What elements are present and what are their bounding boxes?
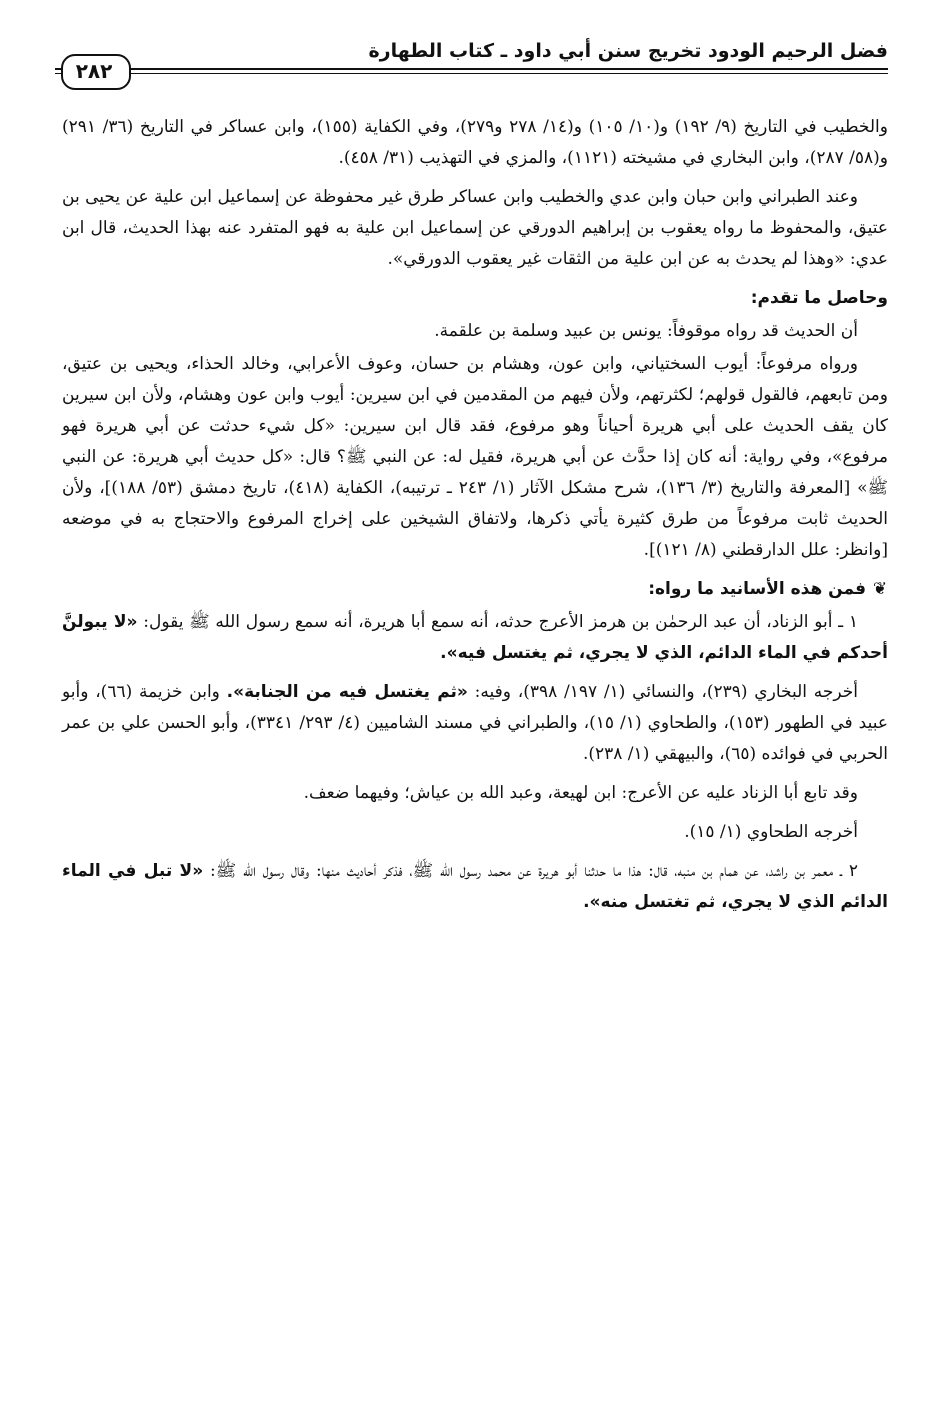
section-heading-ornamented — [62, 574, 888, 605]
page-body — [62, 112, 888, 926]
hadith-chain: ٢ ـ معمر بن راشد، عن همام بن منبه، قال: هذا ما حدثنا أبو هريرة عن محمد رسول الله ﷺ، فذكر أحاديث منها: وقال رسول الله ﷺ: — [203, 861, 858, 881]
flower-ornament-icon: ❦ — [872, 579, 888, 599]
hadith-text: «لا يبولنَّ أحدكم في الماء الدائم، الذي لا يجري، ثم يغتسل فيه». — [62, 612, 888, 663]
running-title: فضل الرحيم الودود تخريج سنن أبي داود ـ كتاب الطهارة — [368, 40, 888, 62]
hadith-paragraph — [62, 856, 888, 918]
hadith-text: «لا تبل في الماء الدائم الذي لا يجري، ثم تغتسل منه». — [62, 861, 888, 912]
hadith-paragraph — [62, 607, 888, 669]
paragraph: أخرجه الطحاوي (١/ ١٥). — [684, 822, 858, 842]
paragraph: وقد تابع أبا الزناد عليه عن الأعرج: ابن لهيعة، وعبد الله بن عياش؛ وفيهما ضعف. — [303, 783, 858, 803]
paragraph: والخطيب في التاريخ (٩/ ١٩٢) و(١٠/ ١٠٥) و(١٤/ ٢٧٨ و٢٧٩)، وفي الكفاية (١٥٥)، وابن عساكر في التاريخ (٣٦/ ٢٩١) و(٥٨/ ٢٨٧)، وابن البخاري في مشيخته (١١٢١)، والمزي في التهذيب (٣١/ ٤٥٨). — [62, 117, 888, 168]
paragraph: ورواه مرفوعاً: أيوب السختياني، وابن عون، وهشام بن حسان، وعوف الأعرابي، وخالد الحذاء، ويحيى بن عتيق، ومن تابعهم، فالقول قولهم؛ لكثرتهم، ولأن فيهم من المقدمين في ابن سيرين: أيوب وابن عون وهشام، ولأن ابن سيرين كان يقف الحديث على أبي هريرة أحياناً وهو مرفوع، فقد قال ابن سيرين: «كل شيء حدثت عن أبي هريرة فهو مرفوع»، وفي رواية: أنه كان إذا حدَّث عن أبي هريرة، فقيل له: عن النبي ﷺ؟ قال: «كل حديث أبي هريرة: عن النبي ﷺ» [المعرفة والتاريخ (٣/ ١٣٦)، شرح مشكل الآثار (١/ ٢٤٣ ـ ترتيبه)، الكفاية (٤١٨)، تاريخ دمشق (٥٣/ ١٨٨)]، ولأن الحديث ثابت مرفوعاً من طرق كثيرة يأتي ذكرها، ولاتفاق الشيخين على إخراج المرفوع والاحتجاج به في موضعه [وانظر: علل الدارقطني (٨/ ١٢١)]. — [62, 354, 889, 560]
takhrij-paragraph — [62, 677, 888, 770]
section-heading: وحاصل ما تقدم: — [750, 288, 888, 308]
takhrij-text-rest: وابن خزيمة (٦٦)، وأبو عبيد في الطهور (١٥٣)، والطحاوي (١/ ١٥)، والطبراني في مسند الشاميين (٤/ ٢٩٣/ ٣٣٤١)، وأبو الحسن علي بن عمر الحربي في فوائده (٦٥)، والبيهقي (١/ ٢٣٨). — [62, 682, 888, 764]
section-heading-text: فمن هذه الأسانيد ما رواه: — [648, 579, 866, 599]
header-rule — [55, 68, 888, 70]
page-number-badge — [55, 54, 135, 90]
paragraph: أن الحديث قد رواه موقوفاً: يونس بن عبيد وسلمة بن علقمة. — [434, 321, 858, 341]
hadith-chain: ١ ـ أبو الزناد، أن عبد الرحمٰن بن هرمز الأعرج حدثه، أنه سمع أبا هريرة، أنه سمع رسول الله ﷺ يقول: — [137, 612, 858, 632]
page-header — [55, 34, 888, 94]
paragraph: وعند الطبراني وابن حبان وابن عدي والخطيب وابن عساكر طرق غير محفوظة عن إسماعيل ابن علية عن يحيى بن عتيق، والمحفوظ ما رواه يعقوب بن إبراهيم الدورقي عن إسماعيل ابن علية به فهو المتفرد عنه بهذا الحديث، قال ابن عدي: «وهذا لم يحدث به عن ابن علية من الثقات غير يعقوب الدورقي». — [62, 187, 888, 269]
takhrij-text: أخرجه البخاري (٢٣٩)، والنسائي (١/ ١٩٧/ ٣٩٨)، وفيه: — [467, 682, 858, 702]
header-rule-thin — [55, 73, 888, 74]
page-number: ٢٨٢ — [75, 59, 113, 83]
hadith-text: «ثم يغتسل فيه من الجنابة». — [226, 682, 468, 702]
